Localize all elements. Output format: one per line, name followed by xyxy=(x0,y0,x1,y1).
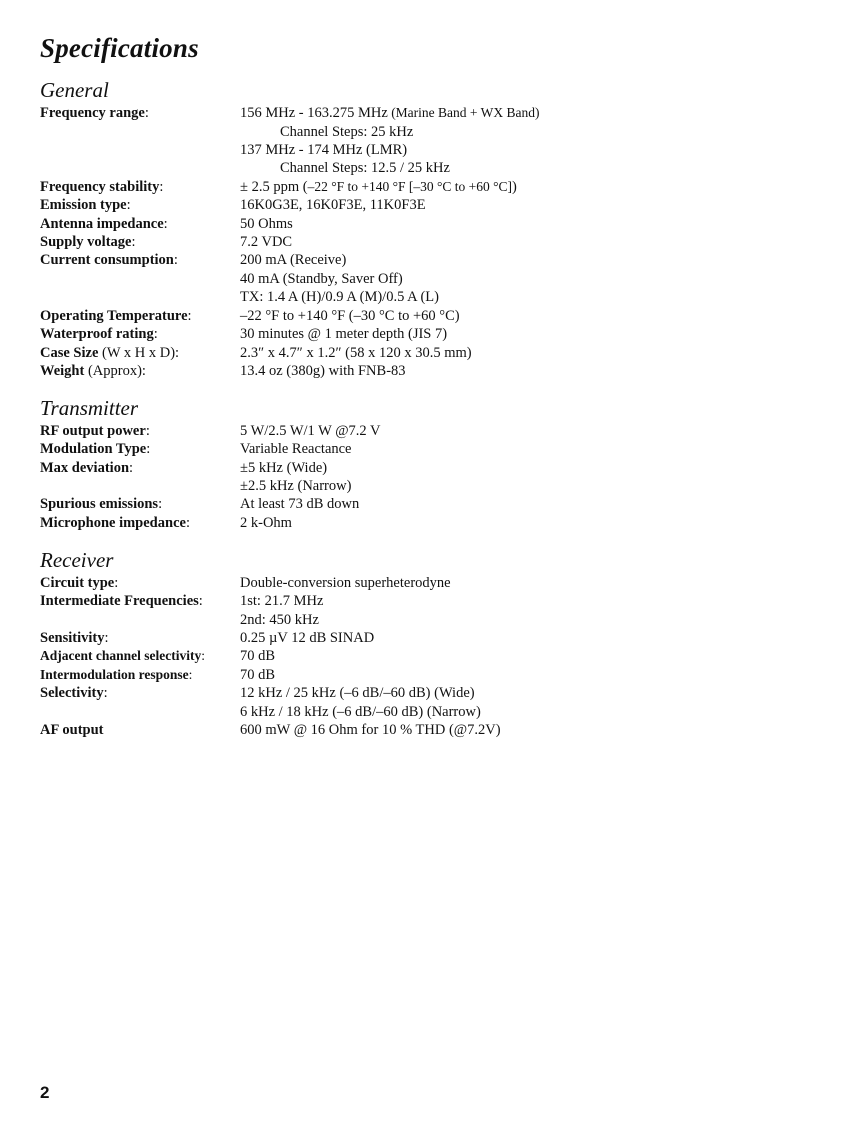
spec-row-frequency-stability xyxy=(40,178,840,196)
spec-value: 200 mA (Receive) xyxy=(240,252,347,268)
spec-label: Waterproof rating: xyxy=(40,326,158,342)
spec-label: Supply voltage: xyxy=(40,234,136,250)
spec-row-frequency-range-cont xyxy=(40,141,840,159)
spec-label: Emission type: xyxy=(40,197,131,213)
spec-label: Intermediate Frequencies: xyxy=(40,593,203,609)
spec-label: Antenna impedance: xyxy=(40,216,168,232)
spec-label: RF output power: xyxy=(40,423,150,439)
spec-value: TX: 1.4 A (H)/0.9 A (M)/0.5 A (L) xyxy=(240,289,439,305)
spec-value: Channel Steps: 25 kHz xyxy=(280,124,414,140)
spec-row-intermodulation-response xyxy=(40,666,840,684)
spec-label: Current consumption: xyxy=(40,252,178,268)
spec-value: Variable Reactance xyxy=(240,441,352,457)
spec-row-max-deviation-cont xyxy=(40,477,840,495)
spec-row-current-consumption xyxy=(40,251,840,269)
spec-row-case-size xyxy=(40,344,840,362)
spec-value: 156 MHz - 163.275 MHz (Marine Band + WX Band) xyxy=(240,105,540,121)
spec-label: Selectivity: xyxy=(40,685,108,701)
section-heading-transmitter: Transmitter xyxy=(40,396,139,420)
spec-label: Weight (Approx): xyxy=(40,363,146,379)
spec-label: Modulation Type: xyxy=(40,441,151,457)
spec-row-frequency-range xyxy=(40,104,840,122)
spec-value: ± 2.5 ppm (–22 °F to +140 °F [–30 °C to +60 °C]) xyxy=(240,179,517,195)
spec-row-circuit-type xyxy=(40,574,840,592)
spec-value: Double-conversion superheterodyne xyxy=(240,575,451,591)
spec-label: Max deviation: xyxy=(40,460,134,476)
spec-row-operating-temperature xyxy=(40,307,840,325)
spec-value: 1st: 21.7 MHz xyxy=(240,593,324,609)
page-title: Specifications xyxy=(40,33,199,63)
spec-row-af-output xyxy=(40,721,840,739)
spec-value: 70 dB xyxy=(240,667,276,683)
spec-row-sensitivity xyxy=(40,629,840,647)
spec-row-weight xyxy=(40,362,840,380)
spec-row-selectivity-cont xyxy=(40,703,840,721)
spec-label: Operating Temperature: xyxy=(40,308,192,324)
spec-row-antenna-impedance xyxy=(40,215,840,233)
spec-value: 137 MHz - 174 MHz (LMR) xyxy=(240,142,408,158)
spec-value: 12 kHz / 25 kHz (–6 dB/–60 dB) (Wide) xyxy=(240,685,475,701)
spec-value: 30 minutes @ 1 meter depth (JIS 7) xyxy=(240,326,448,342)
page-number: 2 xyxy=(40,1083,50,1102)
spec-row-supply-voltage xyxy=(40,233,840,251)
spec-value: 40 mA (Standby, Saver Off) xyxy=(240,271,403,287)
spec-row-intermediate-frequencies xyxy=(40,592,840,610)
spec-label: Intermodulation response: xyxy=(40,667,193,682)
spec-label: Spurious emissions: xyxy=(40,496,163,512)
spec-row-max-deviation xyxy=(40,459,840,477)
spec-label: Microphone impedance: xyxy=(40,515,190,531)
spec-label: Case Size (W x H x D): xyxy=(40,345,180,361)
spec-label: Frequency stability: xyxy=(40,179,164,195)
section-heading-general: General xyxy=(40,78,109,102)
spec-label: Frequency range: xyxy=(40,105,149,121)
spec-row-microphone-impedance xyxy=(40,514,840,532)
spec-label: Sensitivity: xyxy=(40,630,109,646)
spec-value: 0.25 µV 12 dB SINAD xyxy=(240,630,375,646)
spec-label: Adjacent channel selectivity: xyxy=(40,648,205,663)
spec-row-modulation-type xyxy=(40,440,840,458)
spec-row-current-consumption-cont xyxy=(40,270,840,288)
spec-label: AF output xyxy=(40,722,104,738)
spec-value: Channel Steps: 12.5 / 25 kHz xyxy=(280,160,450,176)
spec-row-selectivity xyxy=(40,684,840,702)
spec-label: Circuit type: xyxy=(40,575,119,591)
spec-value: 7.2 VDC xyxy=(240,234,293,250)
spec-value: 50 Ohms xyxy=(240,216,293,232)
spec-value: 600 mW @ 16 Ohm for 10 % THD (@7.2V) xyxy=(240,722,501,738)
spec-value: 2.3″ x 4.7″ x 1.2″ (58 x 120 x 30.5 mm) xyxy=(240,345,472,361)
spec-value: 16K0G3E, 16K0F3E, 11K0F3E xyxy=(240,197,426,213)
spec-row-adjacent-channel-selectivity xyxy=(40,647,840,665)
spec-value: ±5 kHz (Wide) xyxy=(240,460,328,476)
spec-row-frequency-range-cont xyxy=(40,159,840,177)
spec-value: –22 °F to +140 °F (–30 °C to +60 °C) xyxy=(240,308,460,324)
spec-value: 2nd: 450 kHz xyxy=(240,612,319,628)
spec-row-intermediate-frequencies-cont xyxy=(40,611,840,629)
spec-row-current-consumption-cont xyxy=(40,288,840,306)
spec-value: 6 kHz / 18 kHz (–6 dB/–60 dB) (Narrow) xyxy=(240,704,481,720)
spec-row-spurious-emissions xyxy=(40,495,840,513)
spec-value: 13.4 oz (380g) with FNB-83 xyxy=(240,363,406,379)
spec-row-waterproof-rating xyxy=(40,325,840,343)
section-heading-receiver: Receiver xyxy=(40,548,114,572)
spec-row-rf-output-power xyxy=(40,422,840,440)
spec-value: ±2.5 kHz (Narrow) xyxy=(240,478,352,494)
spec-value: 5 W/2.5 W/1 W @7.2 V xyxy=(240,423,381,439)
spec-row-emission-type xyxy=(40,196,840,214)
spec-value: 2 k-Ohm xyxy=(240,515,292,531)
spec-value: At least 73 dB down xyxy=(240,496,360,512)
spec-value: 70 dB xyxy=(240,648,276,664)
spec-row-frequency-range-cont xyxy=(40,123,840,141)
